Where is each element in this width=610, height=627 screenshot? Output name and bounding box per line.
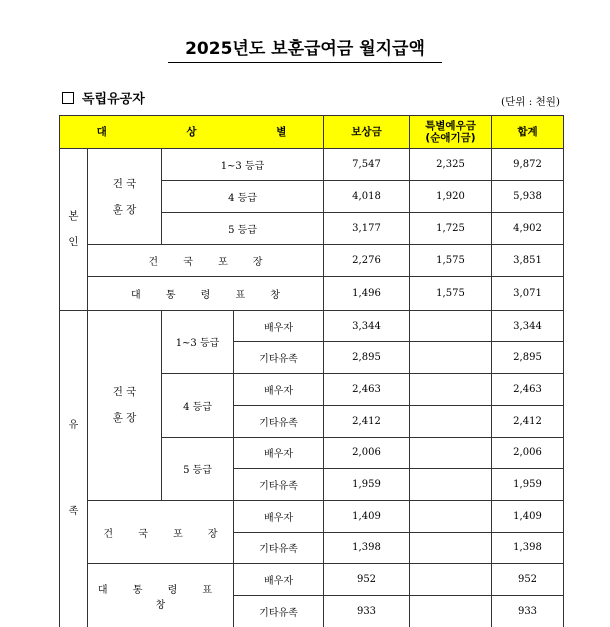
category-geonguk-hunjang: 건 국 훈 장 — [88, 149, 162, 245]
table-row — [60, 149, 564, 181]
group-label-family: 유 족 — [60, 310, 88, 627]
unit-note: (단위 : 천원) — [501, 96, 560, 108]
relation-cell: 기타유족 — [234, 469, 324, 501]
header-special — [410, 116, 492, 149]
relation-cell: 기타유족 — [234, 595, 324, 627]
total-cell: 1,409 — [492, 500, 564, 532]
compensation-cell: 2,463 — [324, 374, 410, 406]
compensation-cell: 4,018 — [324, 181, 410, 213]
compensation-cell: 3,344 — [324, 310, 410, 342]
special-cell — [410, 342, 492, 374]
table-row — [60, 564, 564, 596]
compensation-cell: 1,959 — [324, 469, 410, 501]
compensation-cell: 1,409 — [324, 500, 410, 532]
grade-cell: 4 등급 — [162, 374, 234, 437]
compensation-cell: 933 — [324, 595, 410, 627]
relation-cell: 기타유족 — [234, 342, 324, 374]
special-cell — [410, 374, 492, 406]
special-cell: 2,325 — [410, 149, 492, 181]
section-title: 독립유공자 — [82, 92, 145, 107]
special-cell — [410, 437, 492, 469]
table-row — [60, 500, 564, 532]
special-cell — [410, 564, 492, 596]
grade-cell: 1~3 등급 — [162, 149, 324, 181]
total-cell: 3,851 — [492, 245, 564, 277]
group-label-self: 본 인 — [60, 149, 88, 311]
category-president-pyochang: 대 통 령 표 창 — [88, 277, 324, 310]
total-cell: 1,959 — [492, 469, 564, 501]
relation-cell: 기타유족 — [234, 405, 324, 437]
grade-cell: 1~3 등급 — [162, 310, 234, 373]
category-president-pyochang: 대 통 령 표 창 — [88, 564, 234, 627]
table-row — [60, 277, 564, 310]
compensation-cell: 2,895 — [324, 342, 410, 374]
special-cell: 1,575 — [410, 245, 492, 277]
special-cell — [410, 310, 492, 342]
total-cell: 9,872 — [492, 149, 564, 181]
total-cell: 1,398 — [492, 532, 564, 564]
grade-cell: 4 등급 — [162, 181, 324, 213]
document-title: 2025년도 보훈급여금 월지급액 — [185, 39, 425, 59]
compensation-cell: 3,177 — [324, 213, 410, 245]
total-cell: 3,071 — [492, 277, 564, 310]
total-cell: 2,463 — [492, 374, 564, 406]
compensation-cell: 7,547 — [324, 149, 410, 181]
compensation-cell: 2,276 — [324, 245, 410, 277]
special-cell — [410, 500, 492, 532]
total-cell: 3,344 — [492, 310, 564, 342]
checkbox-square-icon — [62, 92, 74, 104]
compensation-cell: 2,412 — [324, 405, 410, 437]
relation-cell: 배우자 — [234, 310, 324, 342]
special-cell: 1,725 — [410, 213, 492, 245]
table-row — [60, 310, 564, 342]
category-geonguk-pojang: 건 국 포 장 — [88, 245, 324, 277]
table-header-row — [60, 116, 564, 149]
section-heading — [62, 88, 145, 107]
relation-cell: 기타유족 — [234, 532, 324, 564]
header-total: 합계 — [492, 116, 564, 149]
total-cell: 2,006 — [492, 437, 564, 469]
compensation-cell: 2,006 — [324, 437, 410, 469]
header-special-line2: (순애기금) — [425, 132, 476, 144]
special-cell — [410, 405, 492, 437]
grade-cell: 5 등급 — [162, 213, 324, 245]
category-geonguk-hunjang: 건 국 훈 장 — [88, 310, 162, 500]
relation-cell: 배우자 — [234, 500, 324, 532]
compensation-cell: 1,496 — [324, 277, 410, 310]
relation-cell: 배우자 — [234, 564, 324, 596]
special-cell: 1,575 — [410, 277, 492, 310]
total-cell: 2,895 — [492, 342, 564, 374]
total-cell: 952 — [492, 564, 564, 596]
table-row — [60, 245, 564, 277]
header-compensation: 보상금 — [324, 116, 410, 149]
relation-cell: 배우자 — [234, 437, 324, 469]
grade-cell: 5 등급 — [162, 437, 234, 500]
header-special-line1: 특별예우금 — [425, 120, 476, 132]
special-cell — [410, 469, 492, 501]
payment-table — [59, 115, 564, 627]
title-underline — [168, 62, 442, 63]
special-cell: 1,920 — [410, 181, 492, 213]
total-cell: 4,902 — [492, 213, 564, 245]
special-cell — [410, 532, 492, 564]
total-cell: 933 — [492, 595, 564, 627]
relation-cell: 배우자 — [234, 374, 324, 406]
total-cell: 5,938 — [492, 181, 564, 213]
special-cell — [410, 595, 492, 627]
header-target: 대 상 별 — [60, 116, 324, 149]
compensation-cell: 1,398 — [324, 532, 410, 564]
compensation-cell: 952 — [324, 564, 410, 596]
category-geonguk-pojang: 건 국 포 장 — [88, 500, 234, 563]
total-cell: 2,412 — [492, 405, 564, 437]
